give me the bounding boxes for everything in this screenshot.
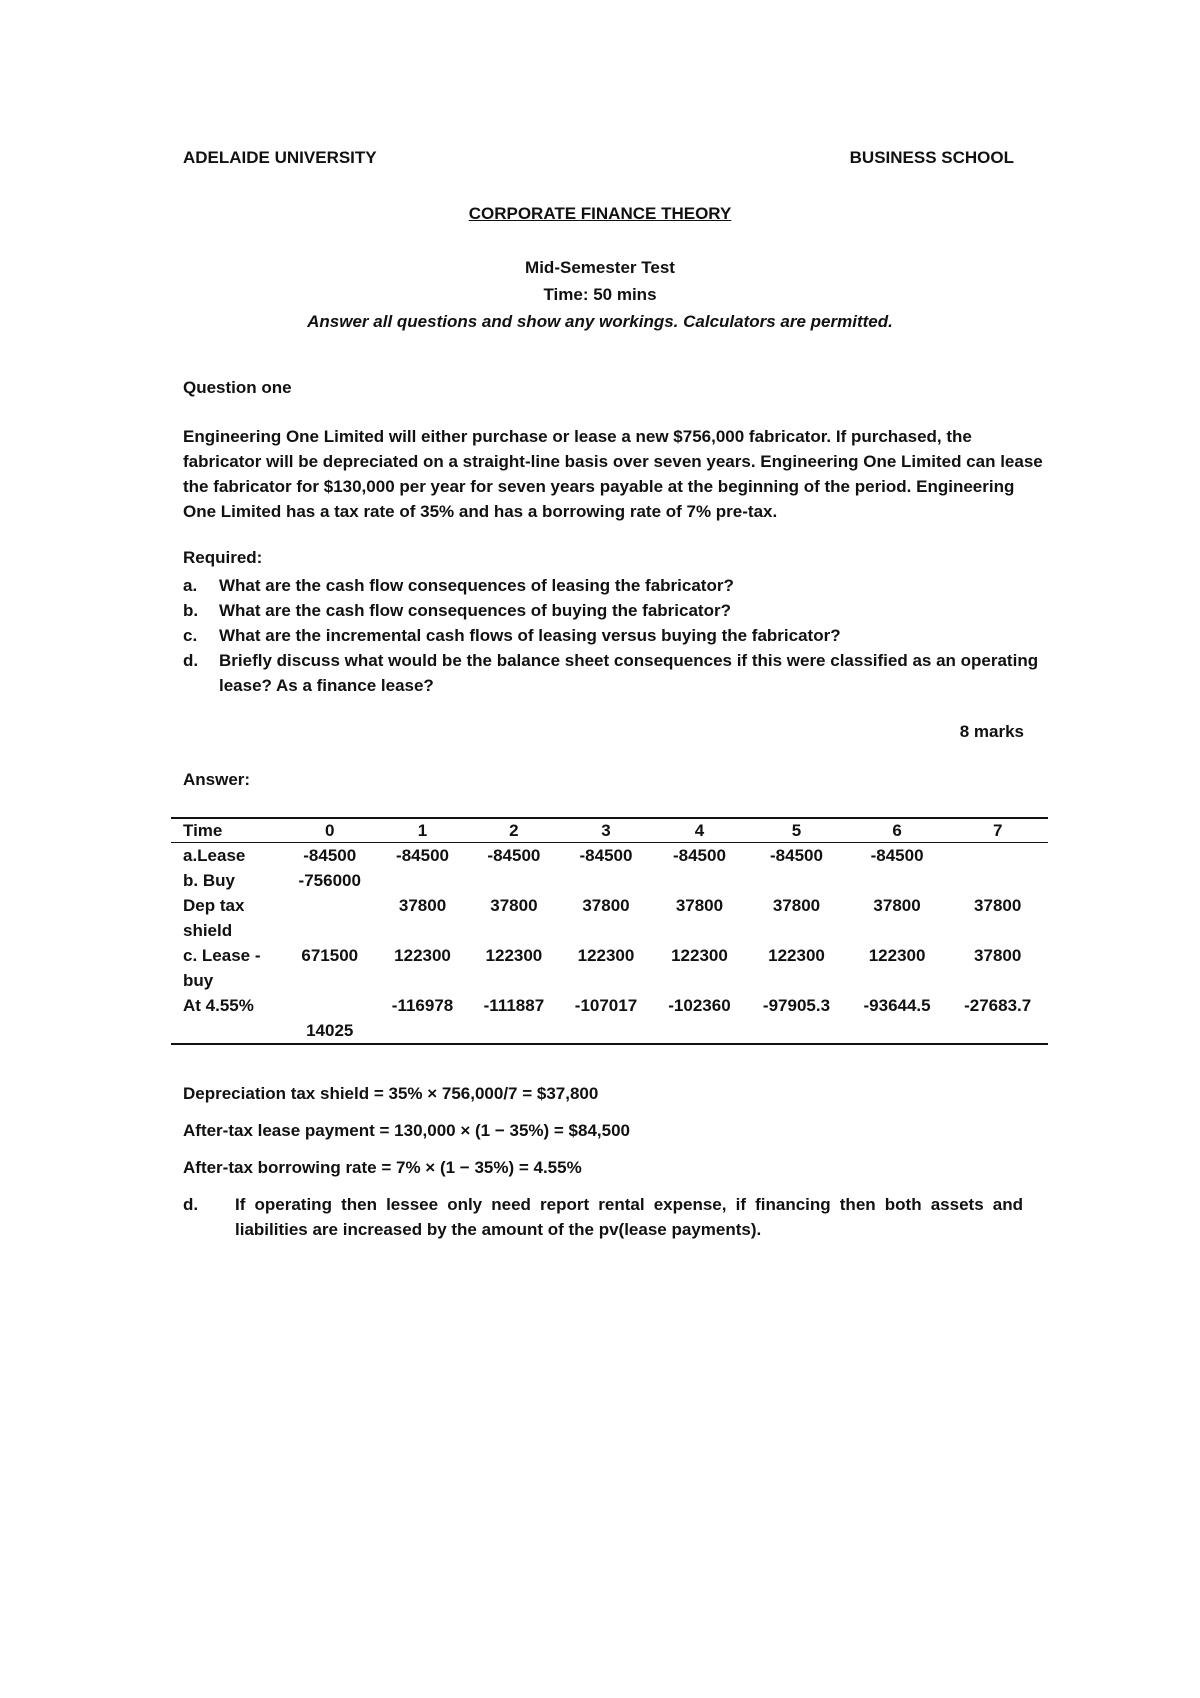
test-time: Time: 50 mins xyxy=(543,285,657,304)
table-cell xyxy=(947,1018,1048,1044)
table-row xyxy=(171,993,1048,1018)
answer-label: Answer: xyxy=(183,770,251,789)
answer-d-text: If operating then lessee only need report rental expense, if financing then both assets and liabilities are increased by the amount of the pv(lease payments). xyxy=(235,1195,1023,1239)
item-text: What are the cash flow consequences of buying the fabricator? xyxy=(219,601,731,620)
required-list xyxy=(183,573,1043,698)
item-text: Briefly discuss what would be the balance sheet consequences if this were classified as an operating lease? As a finance lease? xyxy=(219,651,1039,695)
table-cell: -84500 xyxy=(396,846,449,865)
item-letter: c. xyxy=(183,626,198,645)
table-cell: 37800 xyxy=(974,896,1022,915)
table-row xyxy=(171,868,1048,893)
column-header: 4 xyxy=(653,818,746,843)
table-cell: 122300 xyxy=(394,946,451,965)
table-row xyxy=(171,843,1048,869)
question-body: Engineering One Limited will either purchase or lease a new $756,000 fabricator. If purchased, the fabricator will be depreciated on a straight-line basis over seven years. Engineering One Limited can lease the fabricator for $130,000 per year for seven years payable at the beginning of the period. Engineering One Limited has a tax rate of 35% and has a borrowing rate of 7% pre-tax. xyxy=(183,427,1043,521)
table-header-row xyxy=(171,818,1048,843)
required-item-d xyxy=(183,648,1043,698)
table-cell: -102360 xyxy=(668,996,731,1015)
table-cell xyxy=(847,868,948,893)
required-label: Required: xyxy=(183,548,263,567)
table-cell: -107017 xyxy=(574,996,638,1015)
table-cell xyxy=(746,1018,847,1044)
item-letter: a. xyxy=(183,576,198,595)
table-cell: 122300 xyxy=(768,946,825,965)
table-row xyxy=(171,893,1048,943)
table-cell xyxy=(653,1018,746,1044)
answer-d-letter: d. xyxy=(183,1195,199,1214)
table-cell: 122300 xyxy=(577,946,635,965)
table-cell: -27683.7 xyxy=(964,996,1032,1015)
table-cell xyxy=(746,868,847,893)
table-cell xyxy=(947,843,1048,869)
row-label xyxy=(171,1018,283,1044)
table-cell xyxy=(469,1018,560,1044)
header-university: ADELAIDE UNIVERSITY xyxy=(183,148,377,167)
row-label: c. Lease - buy xyxy=(183,946,261,990)
column-header: 2 xyxy=(469,818,560,843)
table-cell xyxy=(947,868,1048,893)
cash-flow-table xyxy=(171,817,1048,1045)
required-item-c xyxy=(183,623,1043,648)
table-cell: -84500 xyxy=(303,846,357,865)
marks-label: 8 marks xyxy=(959,722,1024,741)
header-school: BUSINESS SCHOOL xyxy=(849,148,1014,167)
row-label: Dep tax shield xyxy=(183,896,245,940)
item-letter: d. xyxy=(183,651,199,670)
required-item-a xyxy=(183,573,1043,598)
row-label: a.Lease xyxy=(183,846,246,865)
column-header: 3 xyxy=(559,818,652,843)
note-depreciation-tax-shield: Depreciation tax shield = 35% × 756,000/7 = $37,800 xyxy=(183,1084,599,1103)
table-cell: -84500 xyxy=(487,846,541,865)
table-cell: 122300 xyxy=(868,946,926,965)
table-cell: -84500 xyxy=(770,846,823,865)
test-name: Mid-Semester Test xyxy=(525,258,675,277)
item-letter: b. xyxy=(183,601,199,620)
table-cell: -84500 xyxy=(870,846,924,865)
table-cell: 671500 xyxy=(301,946,359,965)
column-header: 1 xyxy=(376,818,468,843)
table-cell: 37800 xyxy=(974,946,1022,965)
table-cell xyxy=(559,868,652,893)
table-cell xyxy=(283,893,376,943)
table-cell: -84500 xyxy=(579,846,633,865)
table-cell xyxy=(376,1018,468,1044)
column-header: 5 xyxy=(746,818,847,843)
column-header: 7 xyxy=(947,818,1048,843)
column-header: 0 xyxy=(283,818,376,843)
table-cell xyxy=(847,1018,948,1044)
item-text: What are the incremental cash flows of leasing versus buying the fabricator? xyxy=(219,626,841,645)
item-text: What are the cash flow consequences of leasing the fabricator? xyxy=(219,576,734,595)
table-cell: 37800 xyxy=(398,896,447,915)
table-cell: 37800 xyxy=(582,896,630,915)
table-cell: -111887 xyxy=(483,996,545,1015)
table-cell: 37800 xyxy=(772,896,821,915)
row-label: At 4.55% xyxy=(183,996,254,1015)
npv-total-cell: 14025 xyxy=(283,1018,376,1044)
table-cell xyxy=(283,993,376,1018)
table-cell: -84500 xyxy=(672,846,726,865)
table-cell xyxy=(469,868,560,893)
required-item-b xyxy=(183,598,1043,623)
column-header: 6 xyxy=(847,818,948,843)
note-after-tax-lease-payment: After-tax lease payment = 130,000 × (1 − 35%) = $84,500 xyxy=(183,1121,630,1140)
table-cell xyxy=(559,1018,652,1044)
table-row xyxy=(171,943,1048,993)
table-cell xyxy=(376,868,468,893)
answer-d xyxy=(183,1192,1023,1242)
table-cell: 37800 xyxy=(490,896,538,915)
row-label: b. Buy xyxy=(183,871,235,890)
test-instructions: Answer all questions and show any workings. Calculators are permitted. xyxy=(307,312,893,331)
note-after-tax-borrowing-rate: After-tax borrowing rate = 7% × (1 − 35%) = 4.55% xyxy=(183,1158,582,1177)
table-cell: 122300 xyxy=(671,946,728,965)
table-cell: 122300 xyxy=(485,946,543,965)
table-row-total xyxy=(171,1018,1048,1044)
question-heading: Question one xyxy=(183,378,292,397)
table-cell: -116978 xyxy=(391,996,454,1015)
table-cell: -97905.3 xyxy=(762,996,831,1015)
table-cell: 37800 xyxy=(675,896,724,915)
table-cell xyxy=(653,868,746,893)
table-cell: -93644.5 xyxy=(863,996,931,1015)
table-cell: -756000 xyxy=(298,871,361,890)
column-header: Time xyxy=(171,818,283,843)
table-cell: 37800 xyxy=(873,896,921,915)
course-title: CORPORATE FINANCE THEORY xyxy=(468,204,732,223)
